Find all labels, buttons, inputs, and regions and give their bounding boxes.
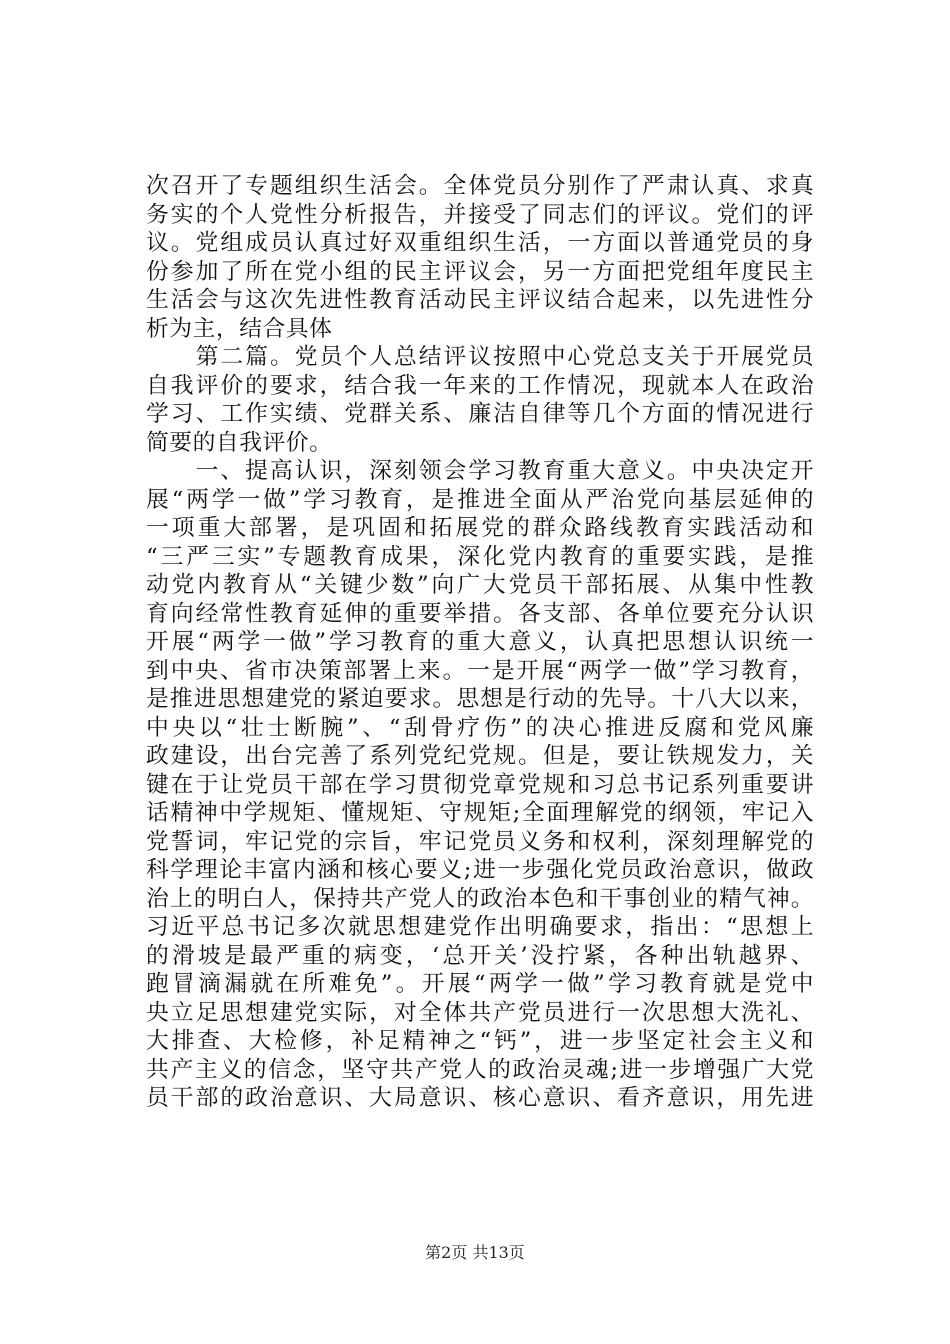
text-line: 共产主义的信念，坚守共产党人的政治灵魂;进一步增强广大党 bbox=[146, 1056, 814, 1083]
text-line: “三严三实”专题教育成果，深化党内教育的重要实践，是推 bbox=[146, 543, 814, 570]
text-line: 份参加了所在党小组的民主评议会，另一方面把党组年度民主 bbox=[146, 258, 814, 285]
text-line: 员干部的政治意识、大局意识、核心意识、看齐意识，用先进 bbox=[146, 1085, 814, 1111]
text-line: 一、提高认识，深刻领会学习教育重大意义。中央决定开 bbox=[146, 458, 814, 484]
text-line: 的滑坡是最严重的病变，‘总开关’没拧紧，各种出轨越界、 bbox=[146, 942, 814, 969]
text-line: 务实的个人党性分析报告，并接受了同志们的评议。党们的评 bbox=[146, 201, 814, 228]
text-line: 第二篇。党员个人总结评议按照中心党总支关于开展党员 bbox=[146, 344, 814, 370]
text-line: 央立足思想建党实际，对全体共产党员进行一次思想大洗礼、 bbox=[146, 999, 814, 1026]
page-footer: 第2页 共13页 bbox=[425, 1243, 525, 1262]
text-line: 党誓词，牢记党的宗旨，牢记党员义务和权利，深刻理解党的 bbox=[146, 828, 814, 855]
text-line: 政建设，出台完善了系列党纪党规。但是，要让铁规发力，关 bbox=[146, 743, 814, 769]
text-line: 科学理论丰富内涵和核心要义;进一步强化党员政治意识，做政 bbox=[146, 857, 814, 883]
text-line: 生活会与这次先进性教育活动民主评议结合起来，以先进性分 bbox=[146, 287, 814, 313]
document-body bbox=[146, 172, 814, 1113]
text-line: 键在于让党员干部在学习贯彻党章党规和习总书记系列重要讲 bbox=[146, 771, 814, 798]
text-line: 简要的自我评价。 bbox=[146, 429, 333, 456]
text-line: 跑冒滴漏就在所难免”。开展“两学一做”学习教育就是党中 bbox=[146, 971, 814, 997]
text-line: 次召开了专题组织生活会。全体党员分别作了严肃认真、求真 bbox=[146, 173, 814, 199]
text-line: 自我评价的要求，结合我一年来的工作情况，现就本人在政治 bbox=[146, 372, 814, 399]
text-line: 一项重大部署，是巩固和拓展党的群众路线教育实践活动和 bbox=[146, 515, 814, 541]
text-line: 大排查、大检修，补足精神之“钙”，进一步坚定社会主义和 bbox=[146, 1028, 814, 1054]
text-line: 析为主，结合具体 bbox=[146, 315, 333, 342]
text-line: 议。党组成员认真过好双重组织生活，一方面以普通党员的身 bbox=[146, 230, 814, 256]
text-line: 治上的明白人，保持共产党人的政治本色和干事创业的精气神。 bbox=[146, 885, 814, 912]
text-line: 到中央、省市决策部署上来。一是开展“两学一做”学习教育， bbox=[146, 657, 814, 684]
text-line: 话精神中学规矩、懂规矩、守规矩;全面理解党的纲领，牢记入 bbox=[146, 800, 814, 826]
text-line: 育向经常性教育延伸的重要举措。各支部、各单位要充分认识 bbox=[146, 600, 814, 627]
text-line: 动党内教育从“关键少数”向广大党员干部拓展、从集中性教 bbox=[146, 572, 814, 598]
text-line: 开展“两学一做”学习教育的重大意义，认真把思想认识统一 bbox=[146, 629, 814, 655]
text-line: 中央以“壮士断腕”、“刮骨疗伤”的决心推进反腐和党风廉 bbox=[146, 714, 814, 741]
text-line: 是推进思想建党的紧迫要求。思想是行动的先导。十八大以来， bbox=[146, 686, 814, 712]
text-line: 展“两学一做”学习教育，是推进全面从严治党向基层延伸的 bbox=[146, 486, 814, 513]
text-line: 学习、工作实绩、党群关系、廉洁自律等几个方面的情况进行 bbox=[146, 401, 814, 427]
text-line: 习近平总书记多次就思想建党作出明确要求，指出：“思想上 bbox=[146, 914, 814, 940]
